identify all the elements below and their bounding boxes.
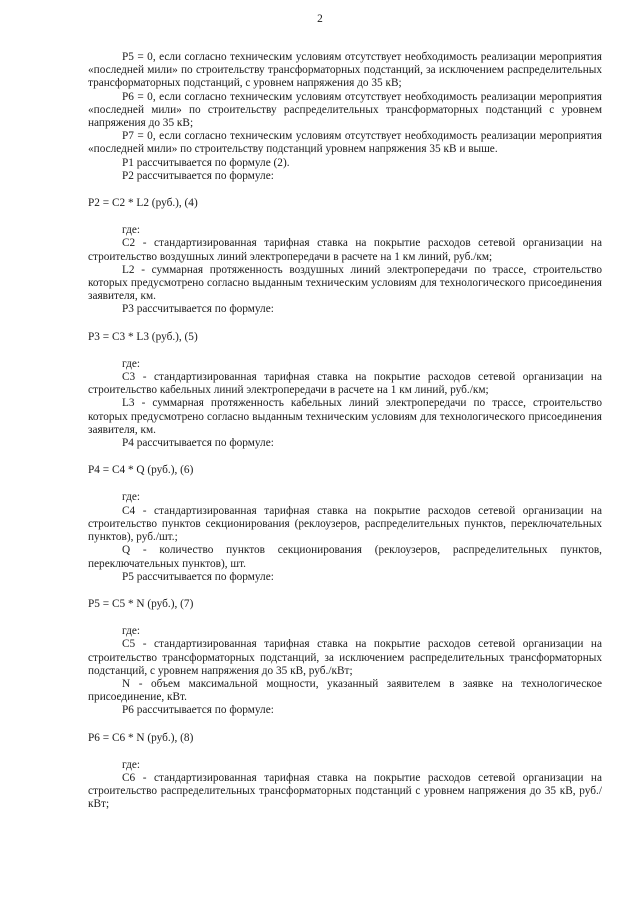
formula: P2 = C2 * L2 (руб.), (4) xyxy=(88,197,198,210)
paragraph: P1 рассчитывается по формуле (2). xyxy=(122,156,290,169)
formula: P6 = C6 * N (руб.), (8) xyxy=(88,731,194,744)
paragraph: L3 - суммарная протяженность кабельных линий электропередачи по трассе, строительство которых предусмотрено согласно выданным техническим условиям для технологического присоединения заявителя, км. xyxy=(88,397,602,436)
where-label: где: xyxy=(122,625,140,638)
paragraph: P5 = 0, если согласно техническим условиям отсутствует необходимость реализации мероприятия «последней мили» по строительству трансформаторных подстанций, за исключением распределительных трансформаторных подстанций, с уровнем напряжения до 35 кВ; xyxy=(88,51,602,90)
paragraph: C6 - стандартизированная тарифная ставка на покрытие расходов сетевой организации на строительство распределительных трансформаторных подстанций с уровнем напряжения до 35 кВ, руб./кВт; xyxy=(88,771,602,811)
page-number: 2 xyxy=(317,13,323,25)
paragraph: P6 = 0, если согласно техническим условиям отсутствует необходимость реализации мероприятия «последней мили» по строительству распределительных трансформаторных подстанций с уровнем напряжения до 35 кВ; xyxy=(88,90,602,130)
paragraph: N - объем максимальной мощности, указанный заявителем в заявке на технологическое присоединение, кВт. xyxy=(88,677,602,704)
where-label: где: xyxy=(122,224,140,237)
paragraph: L2 - суммарная протяженность воздушных линий электропередачи по трассе, строительство которых предусмотрено согласно выданным техническим условиям для технологического присоединения заявителя, км. xyxy=(88,263,602,303)
where-label: где: xyxy=(122,491,140,504)
paragraph: P2 рассчитывается по формуле: xyxy=(122,169,274,182)
paragraph: P5 рассчитывается по формуле: xyxy=(122,570,274,583)
document-body xyxy=(88,51,602,812)
paragraph: Q - количество пунктов секционирования (реклоузеров, распределительных пунктов, переключательных пунктов), шт. xyxy=(88,544,602,570)
paragraph: P4 рассчитывается по формуле: xyxy=(122,437,274,450)
where-label: где: xyxy=(122,758,140,771)
paragraph: P6 рассчитывается по формуле: xyxy=(122,704,274,717)
paragraph: C3 - стандартизированная тарифная ставка на покрытие расходов сетевой организации на строительство кабельных линий электропередачи в расчете на 1 км линий, руб./км; xyxy=(88,371,602,397)
paragraph: C2 - стандартизированная тарифная ставка на покрытие расходов сетевой организации на строительство воздушных линий электропередачи в расчете на 1 км линий, руб./км; xyxy=(88,237,602,263)
paragraph: C5 - стандартизированная тарифная ставка на покрытие расходов сетевой организации на строительство трансформаторных подстанций, за исключением распределительных трансформаторных подстанций, с уровнем напряжения до 35 кВ, руб./кВт; xyxy=(88,638,602,677)
formula: P3 = C3 * L3 (руб.), (5) xyxy=(88,330,198,343)
paragraph: P3 рассчитывается по формуле: xyxy=(122,303,274,316)
where-label: где: xyxy=(122,357,140,370)
paragraph: C4 - стандартизированная тарифная ставка на покрытие расходов сетевой организации на строительство пунктов секционирования (реклоузеров, распределительных пунктов, переключательных пунктов), руб./шт.; xyxy=(88,504,602,544)
paragraph: P7 = 0, если согласно техническим условиям отсутствует необходимость реализации мероприятия «последней мили» по строительству подстанций уровнем напряжения 35 кВ и выше. xyxy=(88,130,602,156)
formula: P5 = C5 * N (руб.), (7) xyxy=(88,597,194,610)
formula: P4 = C4 * Q (руб.), (6) xyxy=(88,464,194,477)
